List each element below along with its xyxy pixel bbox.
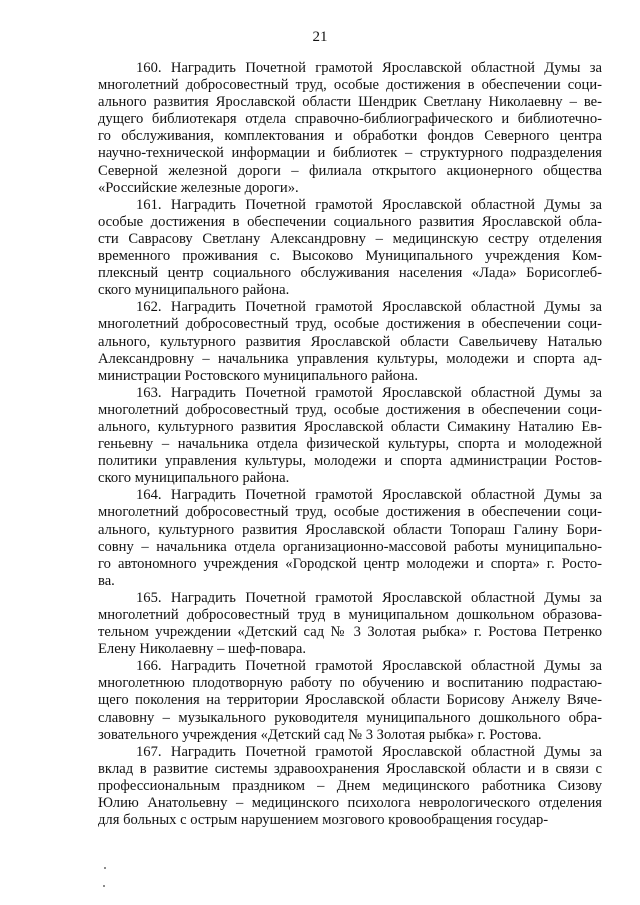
text-line: ского муниципального района. — [98, 470, 290, 487]
paragraph-item-4 — [98, 385, 602, 488]
text-line: зовательного учреждения «Детский сад № 3 Золотая рыбка» г. Ростова. — [98, 726, 542, 743]
text-line: Юлию Анатольевну – медицинского психолога неврологического отделения — [98, 795, 602, 812]
text-line: особые достижения в обеспечении социального развития Ярославской обла- — [98, 213, 602, 230]
text-line: многолетний добросовестный труд в муниципальном дошкольном образова- — [98, 607, 602, 623]
text-line: го обслуживания, комплектования и обработки фондов Северного центра — [98, 128, 602, 145]
text-line: профессиональным праздником – Днем медицинского работника Сизову — [98, 777, 602, 794]
text-line: 164. Наградить Почетной грамотой Ярославской областной Думы за — [136, 487, 602, 504]
text-line: ального, культурного развития Ярославской области Савельичеву Наталью — [98, 333, 602, 350]
text-line: Северной железной дороги – филиала открытого акционерного общества — [98, 162, 602, 179]
paragraph-item-7 — [98, 658, 602, 743]
text-line: политики управления культуры, молодежи и спорта администрации Ростов- — [98, 453, 602, 470]
text-line: плексный центр социального обслуживания населения «Лада» Борисоглеб- — [98, 265, 602, 282]
text-line: ального, культурного развития Ярославской области Топораш Галину Бори- — [98, 521, 602, 538]
text-line: сти Саврасову Светлану Александровну – медицинскую сестру отделения — [98, 230, 602, 247]
text-line: 163. Наградить Почетной грамотой Ярославской областной Думы за — [136, 384, 602, 401]
text-line: многолетний добросовестный труд, особые достижения в обеспечении соци- — [98, 401, 602, 418]
text-line: 167. Наградить Почетной грамотой Ярославской областной Думы за — [136, 743, 602, 760]
text-line: временного проживания с. Высоково Муниципального учреждения Ком- — [98, 248, 602, 265]
text-line: геньевну – начальника отдела физической культуры, спорта и молодежной — [98, 436, 602, 453]
paragraph-item-1 — [98, 60, 602, 197]
text-line: многолетний добросовестный труд, особые достижения в обеспечении соци- — [98, 77, 602, 94]
text-line: научно-технической информации и библиотек – структурного подразделения — [98, 145, 602, 162]
text-line: щего поколения на территории Ярославской области Борисову Анжелу Вяче- — [98, 692, 602, 709]
text-line: 165. Наградить Почетной грамотой Ярославской областной Думы за — [136, 589, 602, 606]
document-body — [98, 60, 602, 829]
paragraph-item-6 — [98, 590, 602, 658]
text-line: многолетнюю плодотворную работу по обучению и воспитанию подрастаю- — [98, 675, 602, 692]
text-line: для больных с острым нарушением мозгового кровообращения государ- — [98, 812, 549, 829]
text-line: 160. Наградить Почетной грамотой Ярославской областной Думы за — [136, 60, 602, 76]
text-line: ва. — [98, 572, 115, 589]
paragraph-item-3 — [98, 299, 602, 384]
text-line: тельном учреждении «Детский сад № 3 Золотая рыбка» г. Ростова Петренко — [98, 624, 602, 641]
paragraph-item-2 — [98, 197, 602, 300]
text-line: совну – начальника отдела организационно-массовой работы муниципально- — [98, 538, 602, 555]
text-line: многолетний добросовестный труд, особые достижения в обеспечении соци- — [98, 316, 602, 333]
paragraph-item-5 — [98, 487, 602, 590]
text-line: вклад в развитие системы здравоохранения Ярославской области и в связи с — [98, 760, 602, 777]
page-number: 21 — [312, 29, 328, 45]
paragraph-item-8 — [98, 744, 602, 829]
text-line: Елену Николаевну – шеф-повара. — [98, 641, 306, 658]
text-line: 166. Наградить Почетной грамотой Ярославской областной Думы за — [136, 658, 602, 675]
text-line: «Российские железные дороги». — [98, 179, 299, 196]
text-line: ального, культурного развития Ярославской области Симакину Наталию Ев- — [98, 418, 602, 435]
text-line: министрации Ростовского муниципального района. — [98, 367, 419, 384]
text-line: Александровну – начальника управления культуры, молодежи и спорта ад- — [98, 350, 602, 367]
text-line: 162. Наградить Почетной грамотой Ярославской областной Думы за — [136, 299, 602, 316]
text-line: дущего библиотекаря отдела справочно-библиографического и библиотечно- — [98, 111, 602, 128]
text-line: ского муниципального района. — [98, 282, 290, 299]
scan-speck — [103, 885, 105, 887]
text-line: го автономного учреждения «Городской центр молодежи и спорта» г. Росто- — [98, 555, 602, 572]
text-line: 161. Наградить Почетной грамотой Ярославской областной Думы за — [136, 196, 602, 213]
scan-speck — [104, 867, 106, 869]
text-line: славовну – музыкального руководителя муниципального дошкольного обра- — [98, 709, 602, 726]
text-line: многолетний добросовестный труд, особые достижения в обеспечении соци- — [98, 504, 602, 521]
text-line: ального развития Ярославской области Шендрик Светлану Николаевну – ве- — [98, 94, 602, 111]
